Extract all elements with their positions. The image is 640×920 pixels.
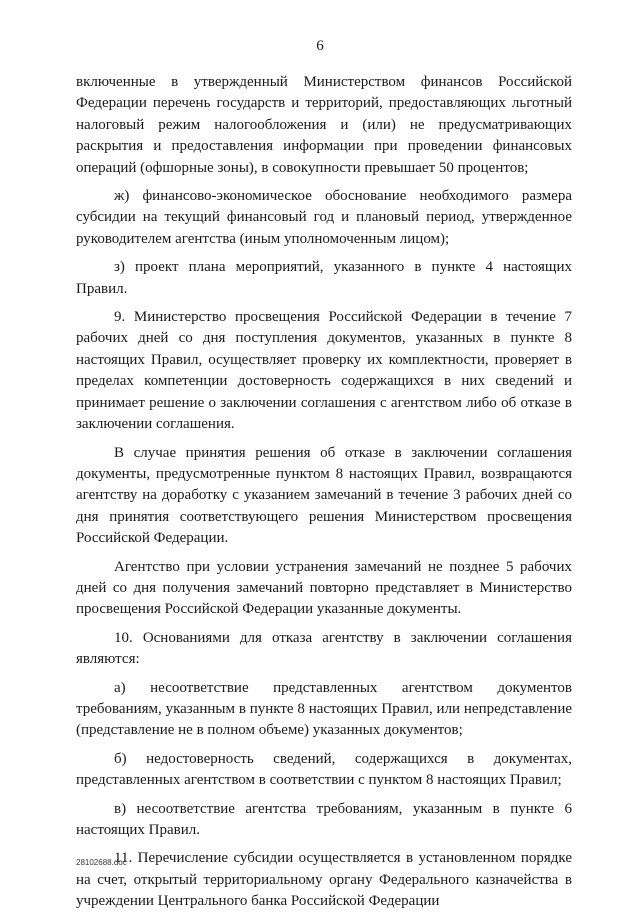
paragraph-item-z: з) проект плана мероприятий, указанного в пункте 4 настоящих Правил.: [76, 259, 572, 297]
paragraph-item-a: а) несоответствие представленных агентством документов требованиям, указанным в пункте 8 настоящих Правил, или непредставление (представление не в полном объеме) указанных документов;: [76, 679, 572, 739]
paragraph-clause-10: 10. Основаниями для отказа агентству в заключении соглашения являются:: [76, 629, 572, 668]
paragraph-clause-11: 11. Перечисление субсидии осуществляется в установленном порядке на счет, открытый территориальному органу Федерального казначейства в учреждении Центрального банка Российской Федерации: [76, 850, 572, 910]
paragraph-item-v: в) несоответствие агентства требованиям, указанным в пункте 6 настоящих Правил.: [76, 800, 572, 838]
paragraph-clause-9: 9. Министерство просвещения Российской Федерации в течение 7 рабочих дней со дня поступления документов, указанных в пункте 8 настоящих Правил, осуществляет проверку их комплектности, проверяет в пределах компетенции достоверность содержащихся в них сведений и принимает решение о заключении соглашения с агентством либо об отказе в заключении соглашения.: [76, 309, 572, 433]
paragraph-item-b: б) недостоверность сведений, содержащихся в документах, представленных агентством в соответствии с пунктом 8 настоящих Правил;: [76, 750, 572, 789]
document-file-code: 28102688.doc: [76, 858, 127, 867]
paragraph-resubmission: Агентство при условии устранения замечаний не позднее 5 рабочих дней со дня получения замечаний повторно представляет в Министерство просвещения Российской Федерации указанные документы.: [76, 558, 572, 618]
paragraph-item-zh: ж) финансово-экономическое обоснование необходимого размера субсидии на текущий финансовый год и плановый период, утвержденное руководителем агентства (иным уполномоченным лицом);: [76, 188, 572, 247]
document-body: [76, 72, 572, 920]
page-number: 6: [316, 38, 324, 54]
paragraph-refusal-case: В случае принятия решения об отказе в заключении соглашения документы, предусмотренные пунктом 8 настоящих Правил, возвращаются агентству на доработку с указанием замечаний в течение 3 рабочих дней со дня принятия соответствующего решения Министерством просвещения Российской Федерации.: [76, 444, 572, 547]
paragraph-continuation: включенные в утвержденный Министерством финансов Российской Федерации перечень государств и территорий, предоставляющих льготный налоговый режим налогообложения и (или) не предусматривающих раскрытия и предоставления информации при проведении финансовых операций (офшорные зоны), в совокупности превышает 50 процентов;: [76, 74, 572, 176]
